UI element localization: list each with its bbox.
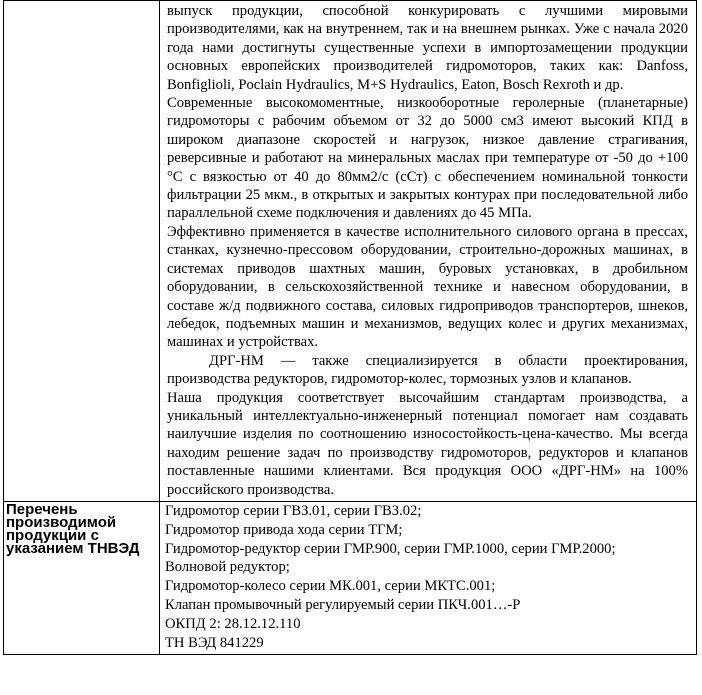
product-item: Гидромотор привода хода серии ТГМ;: [165, 521, 403, 538]
product-item: Клапан промывочный регулируемый серии ПКЧ.001…-Р: [165, 596, 521, 613]
products-label-cell: [4, 501, 160, 654]
description-row: [4, 1, 697, 502]
description-cell: [160, 1, 697, 502]
product-item: Гидромотор серии ГВЗ.01, серии ГВЗ.02;: [165, 502, 422, 519]
description-label-cell: [4, 1, 160, 502]
product-item: Гидромотор-колесо серии МК.001, серии МКТС.001;: [165, 578, 496, 595]
products-cell: [160, 501, 697, 654]
product-item: Волновой редуктор;: [165, 559, 290, 576]
product-item: Гидромотор-редуктор серии ГМР.900, серии ГМР.1000, серии ГМР.2000;: [165, 540, 616, 557]
tnved-code: ТН ВЭД 841229: [165, 634, 264, 651]
description-paragraph: ДРГ-НМ — также специализируется в области проектирования, производства редукторов, гидромотор-колес, тормозных узлов и клапанов.: [167, 352, 688, 388]
description-paragraph: Современные высокомоментные, низкооборотные геролерные (планетарные) гидромоторы с рабочим объемом от 32 до 5000 см3 имеют высокий КПД в широком диапазоне скоростей и нагрузок, низкое давление страгивания, реверсивные и работают на минеральных маслах при температуре от -50 до +100 °С с вязкостью от 40 до 80мм2/с (сСт) с обеспечением номинальной тонкости фильтрации 25 мкм., в открытых и закрытых контурах при последовательной либо параллельной схеме подключения и давлениях до 45 МПа.: [167, 95, 688, 222]
company-info-table: [3, 0, 697, 655]
description-paragraph: Наша продукция соответствует высочайшим стандартам производства, а уникальный интеллектуально-инженерный потенциал помогает нам создавать наилучшие изделия по соотношению износостойкость-цена-качество. Мы всегда находим решение задач по производству гидромоторов, редукторов и клапанов поставленные нашими клиентами. Вся продукция ООО «ДРГ-НМ» на 100% российского производства.: [167, 389, 688, 498]
description-paragraph: выпуск продукции, способной конкурировать с лучшими мировыми производителями, как на внутреннем, так и на внешнем рынках. Уже с начала 2020 года нами достигнуты существенные успехи в импортозамещении продукции основных европейских производителей гидромоторов, таких как: Danfoss, Bonfiglioli, Poclain Hydraulics, M+S Hydraulics, Eaton, Bosch Rexroth и др.: [167, 3, 688, 93]
products-list: [160, 502, 696, 654]
description-text: [160, 1, 696, 501]
products-label: Перечень производимой продукции с указанием ТНВЭД: [6, 500, 140, 557]
description-paragraph: Эффективно применяется в качестве исполнительного силового органа в прессах, станках, кузнечно-прессовом оборудовании, строительно-дорожных машинах, в системах приводов шахтных машин, буровых установках, в дробильном оборудовании, в сельскохозяйственной технике и навесном оборудовании, в составе ж/д подвижного состава, силовых гидроприводов транспортеров, шнеков, лебедок, подъемных машин и механизмов, ведущих колес и других механизмах, машинах и устройствах.: [167, 223, 688, 351]
products-row: [4, 501, 697, 654]
okpd-code: ОКПД 2: 28.12.12.110: [165, 615, 301, 632]
